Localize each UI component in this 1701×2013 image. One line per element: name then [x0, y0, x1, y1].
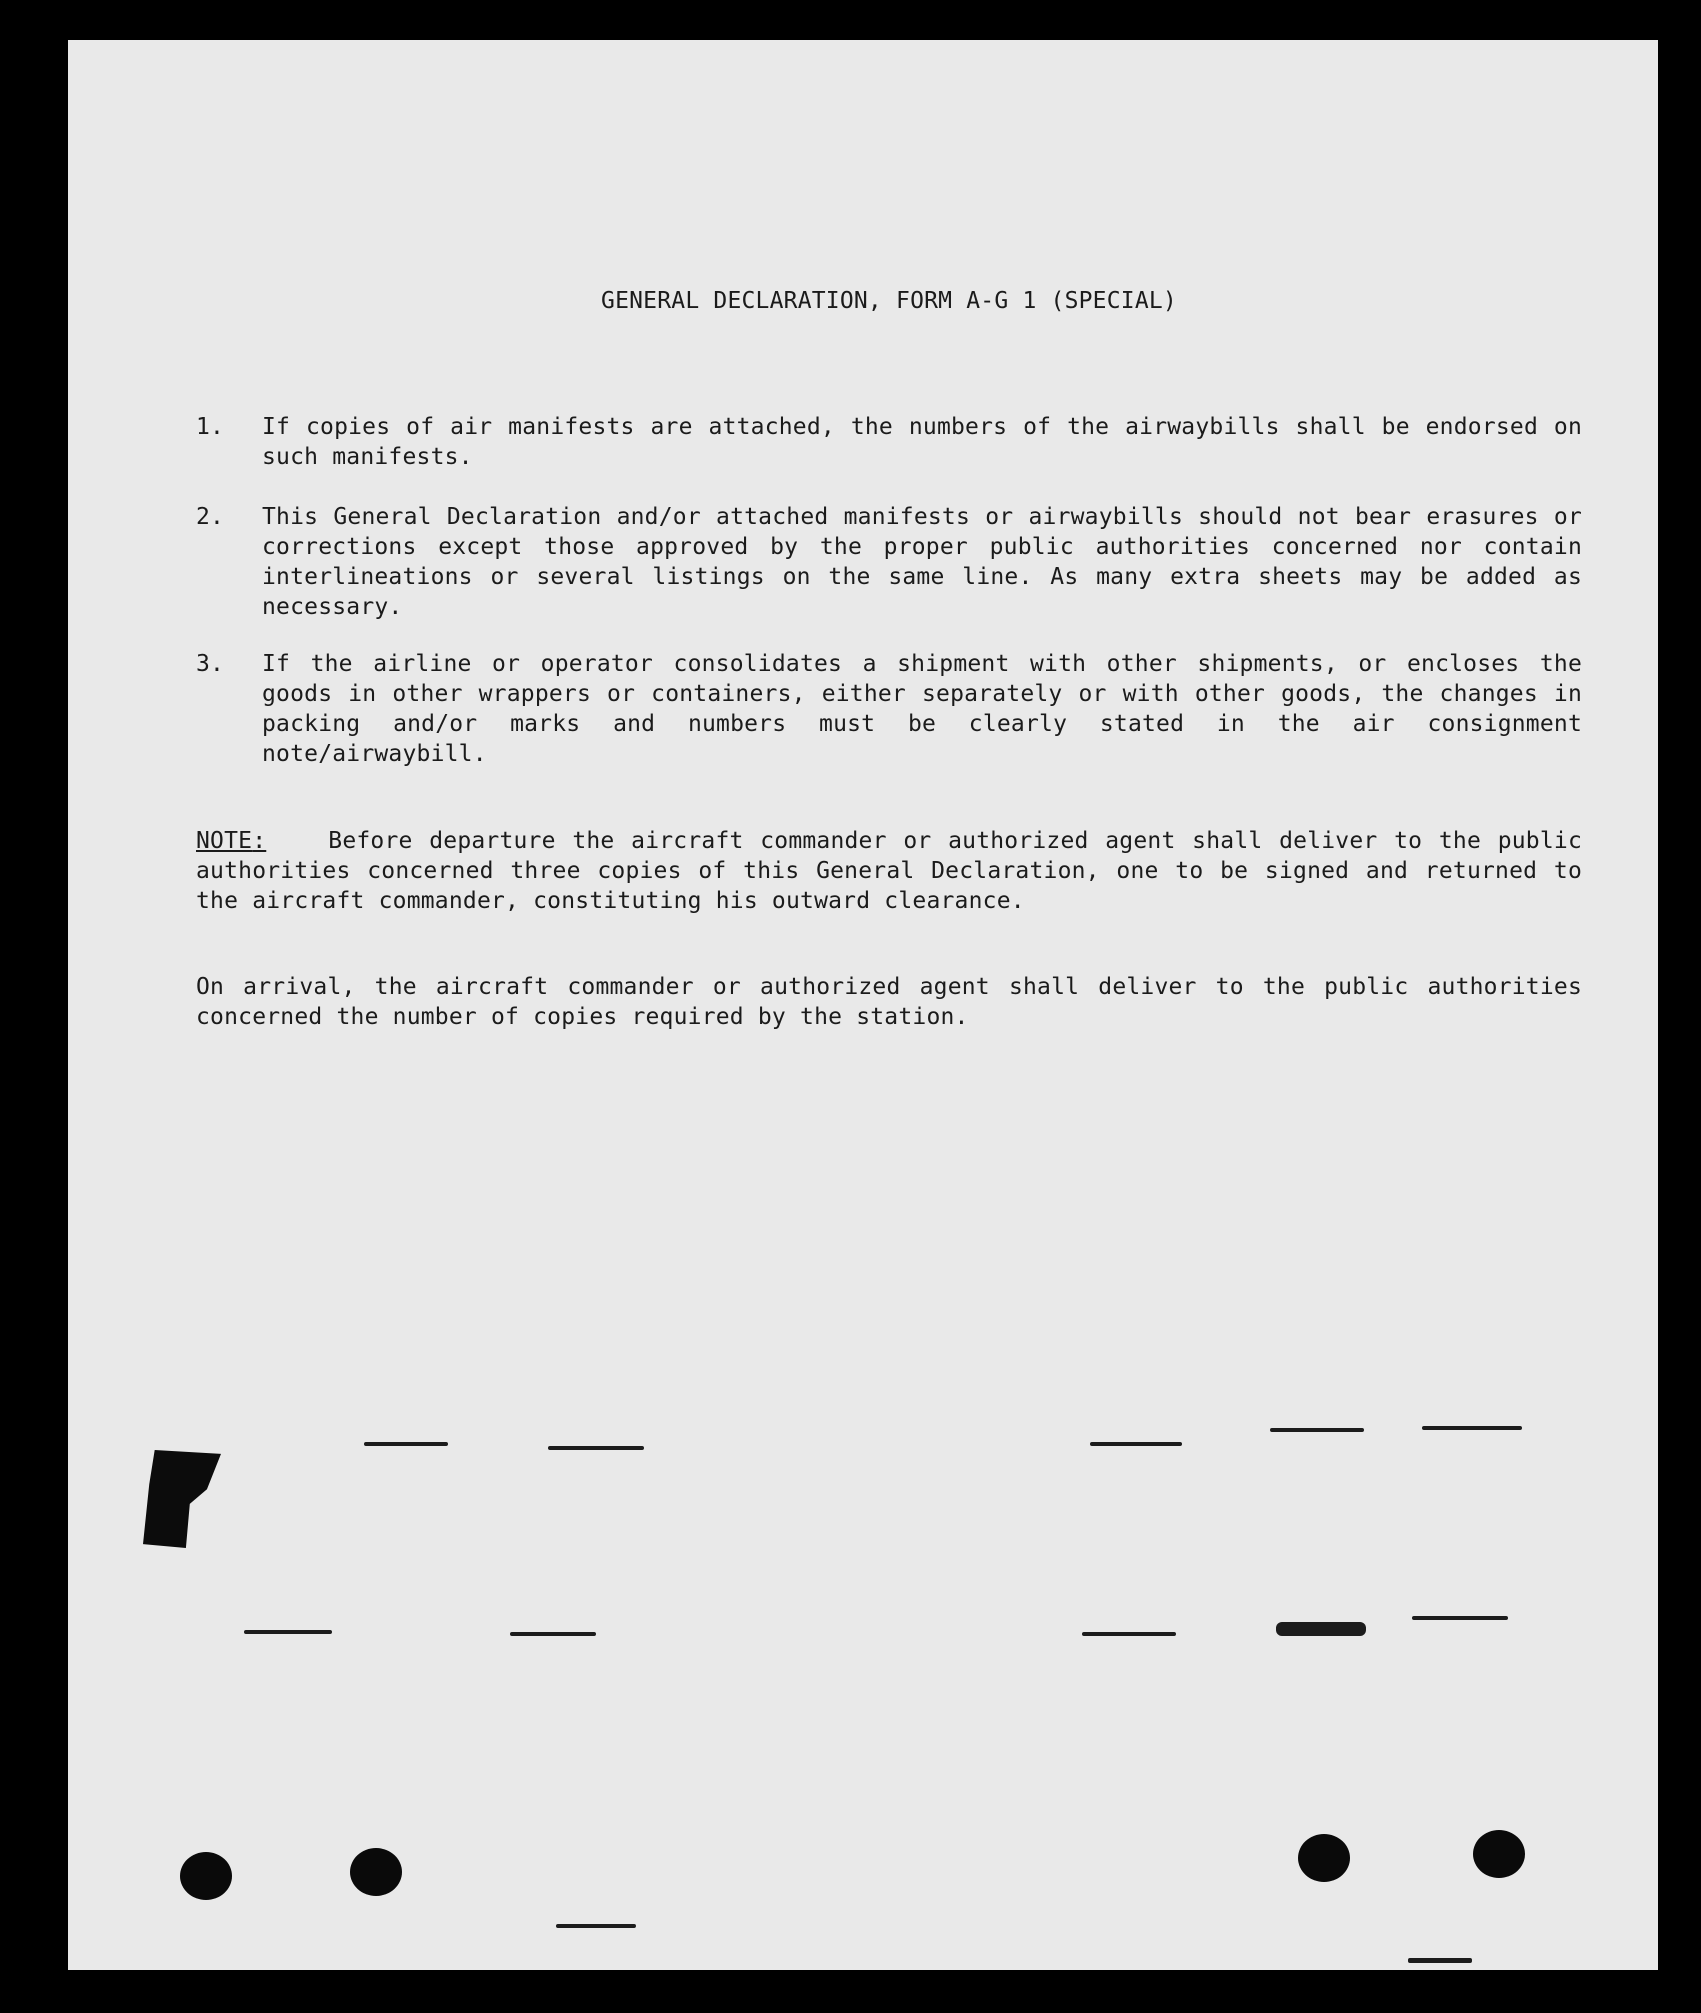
- scan-speck: [510, 1632, 596, 1636]
- scan-speck: [1270, 1428, 1364, 1432]
- arrival-paragraph: On arrival, the aircraft commander or authorized agent shall deliver to the public authorities concerned the number of copies required by the station.: [196, 974, 1582, 1030]
- punch-hole: [1298, 1834, 1350, 1882]
- item-number: 1.: [196, 414, 225, 440]
- document-title: GENERAL DECLARATION, FORM A-G 1 (SPECIAL): [601, 288, 1177, 314]
- punch-hole: [350, 1848, 402, 1896]
- punch-hole: [180, 1852, 232, 1900]
- document-page: [68, 40, 1658, 1970]
- scan-speck: [1412, 1616, 1508, 1620]
- scan-speck: [244, 1630, 332, 1634]
- ink-blot: [143, 1450, 221, 1548]
- note-text: Before departure the aircraft commander or authorized agent shall deliver to the public authorities concerned three copies of this General Declaration, one to be signed and returned to the aircraft commander, constituting his outward clearance.: [196, 828, 1582, 914]
- scan-speck: [364, 1442, 448, 1446]
- scan-speck: [1082, 1632, 1176, 1636]
- scan-speck: [556, 1924, 636, 1928]
- note-label: NOTE:: [196, 828, 267, 854]
- item-text: This General Declaration and/or attached manifests or airwaybills should not bear erasures or corrections except those approved by the proper public authorities concerned nor contain interlineations or several listings on the same line. As many extra sheets may be added as necessary.: [262, 504, 1582, 620]
- scan-speck: [1422, 1426, 1522, 1430]
- item-text: If the airline or operator consolidates a shipment with other shipments, or encloses the goods in other wrappers or containers, either separately or with other goods, the changes in packing and/or marks and numbers must be clearly stated in the air consignment note/airwaybill.: [262, 651, 1582, 767]
- item-number: 3.: [196, 651, 225, 677]
- scan-speck: [1090, 1442, 1182, 1446]
- punch-hole: [1473, 1830, 1525, 1878]
- scan-speck: [548, 1446, 644, 1450]
- scan-speck: [1408, 1958, 1472, 1963]
- item-number: 2.: [196, 504, 225, 530]
- scan-speck: [1276, 1622, 1366, 1636]
- note-paragraph: [196, 826, 1582, 916]
- item-text: If copies of air manifests are attached, the numbers of the airwaybills shall be endorsed on such manifests.: [262, 414, 1582, 470]
